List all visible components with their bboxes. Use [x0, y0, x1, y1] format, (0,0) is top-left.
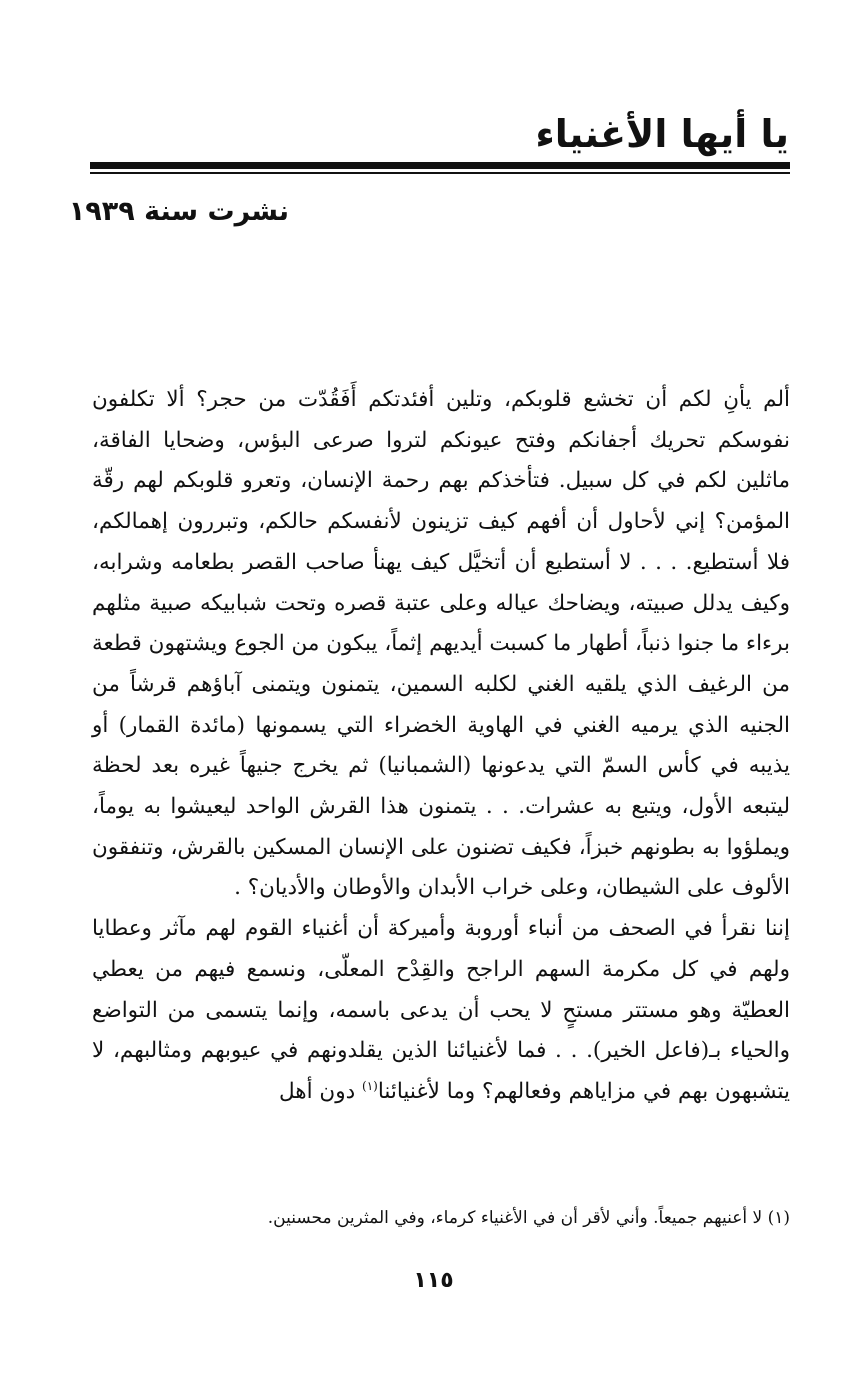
footnote: (١) لا أعنيهم جميعاً. وأني لأقر أن في الأغنياء كرماء، وفي المثرين محسنين.: [267, 1208, 790, 1228]
body-text: [92, 380, 790, 1113]
paragraph: [92, 909, 790, 1113]
chapter-title: يا أيها الأغنياء: [535, 112, 789, 156]
paragraph: ألم يأنِ لكم أن تخشع قلوبكم، وتلين أفئدتكم أَفَقُدّت من حجر؟ ألا تكلفون نفوسكم تحريك أجفانكم وفتح عيونكم لتروا صرعى البؤس، وضحايا الفاقة، ماثلين لكم في كل سبيل. فتأخذكم بهم رحمة الإنسان، وتعرو قلوبكم لهم رقّة المؤمن؟ إني لأحاول أن أفهم كيف تزينون لأنفسكم حالكم، وتبررون إهمالكم، فلا أستطيع. . . . لا أستطيع أن أتخيَّل كيف يهنأ صاحب القصر بطعامه وشرابه، وكيف يدلل صبيته، ويضاحك عياله وعلى عتبة قصره وتحت شبابيكه صبية مثلهم برءاء ما جنوا ذنباً، أطهار ما كسبت أيديهم إثماً، يبكون من الجوع ويشتهون قطعة من الرغيف الذي يلقيه الغني لكلبه السمين، يتمنون ويتمنى آباؤهم قرشاً من الجنيه الذي يرميه الغني في الهاوية الخضراء التي يسمونها (مائدة القمار) أو يذيبه في كأس السمّ التي يدعونها (الشمبانيا) ثم يخرج جنيهاً غيره بعد لحظة ليتبعه الأول، ويتبع به عشرات. . . يتمنون هذا القرش الواحد ليعيشوا به يوماً، ويملؤوا به بطونهم خبزاً، فكيف تضنون على الإنسان المسكين بالقرش، وتنفقون الألوف على الشيطان، وعلى خراب الأبدان والأوطان والأديان؟ .: [92, 387, 790, 901]
publication-date: نشرت سنة ١٩٣٩: [68, 196, 289, 227]
page-number: ١١٥: [413, 1268, 454, 1293]
paragraph-text-continued: دون أهل: [278, 1078, 356, 1104]
title-rule-thick: [90, 162, 790, 169]
footnote-reference: (١): [362, 1078, 378, 1093]
paragraph-text: إننا نقرأ في الصحف من أنباء أوروبة وأميركة أن أغنياء القوم لهم مآثر وعطايا ولهم في كل مكرمة السهم الراجح والقِدْح المعلّى، ونسمع فيهم من يعطي العطيّة وهو مستتر مستحٍ لا يحب أن يدعى باسمه، وإنما يتسمى من التواضع والحياء بـ(فاعل الخير). . . فما لأغنيائنا الذين يقلدونهم في عيوبهم ومثالبهم، لا يتشبهون بهم في مزاياهم وفعالهم؟ وما لأغنيائنا: [92, 916, 790, 1104]
title-rule-thin: [90, 172, 790, 174]
